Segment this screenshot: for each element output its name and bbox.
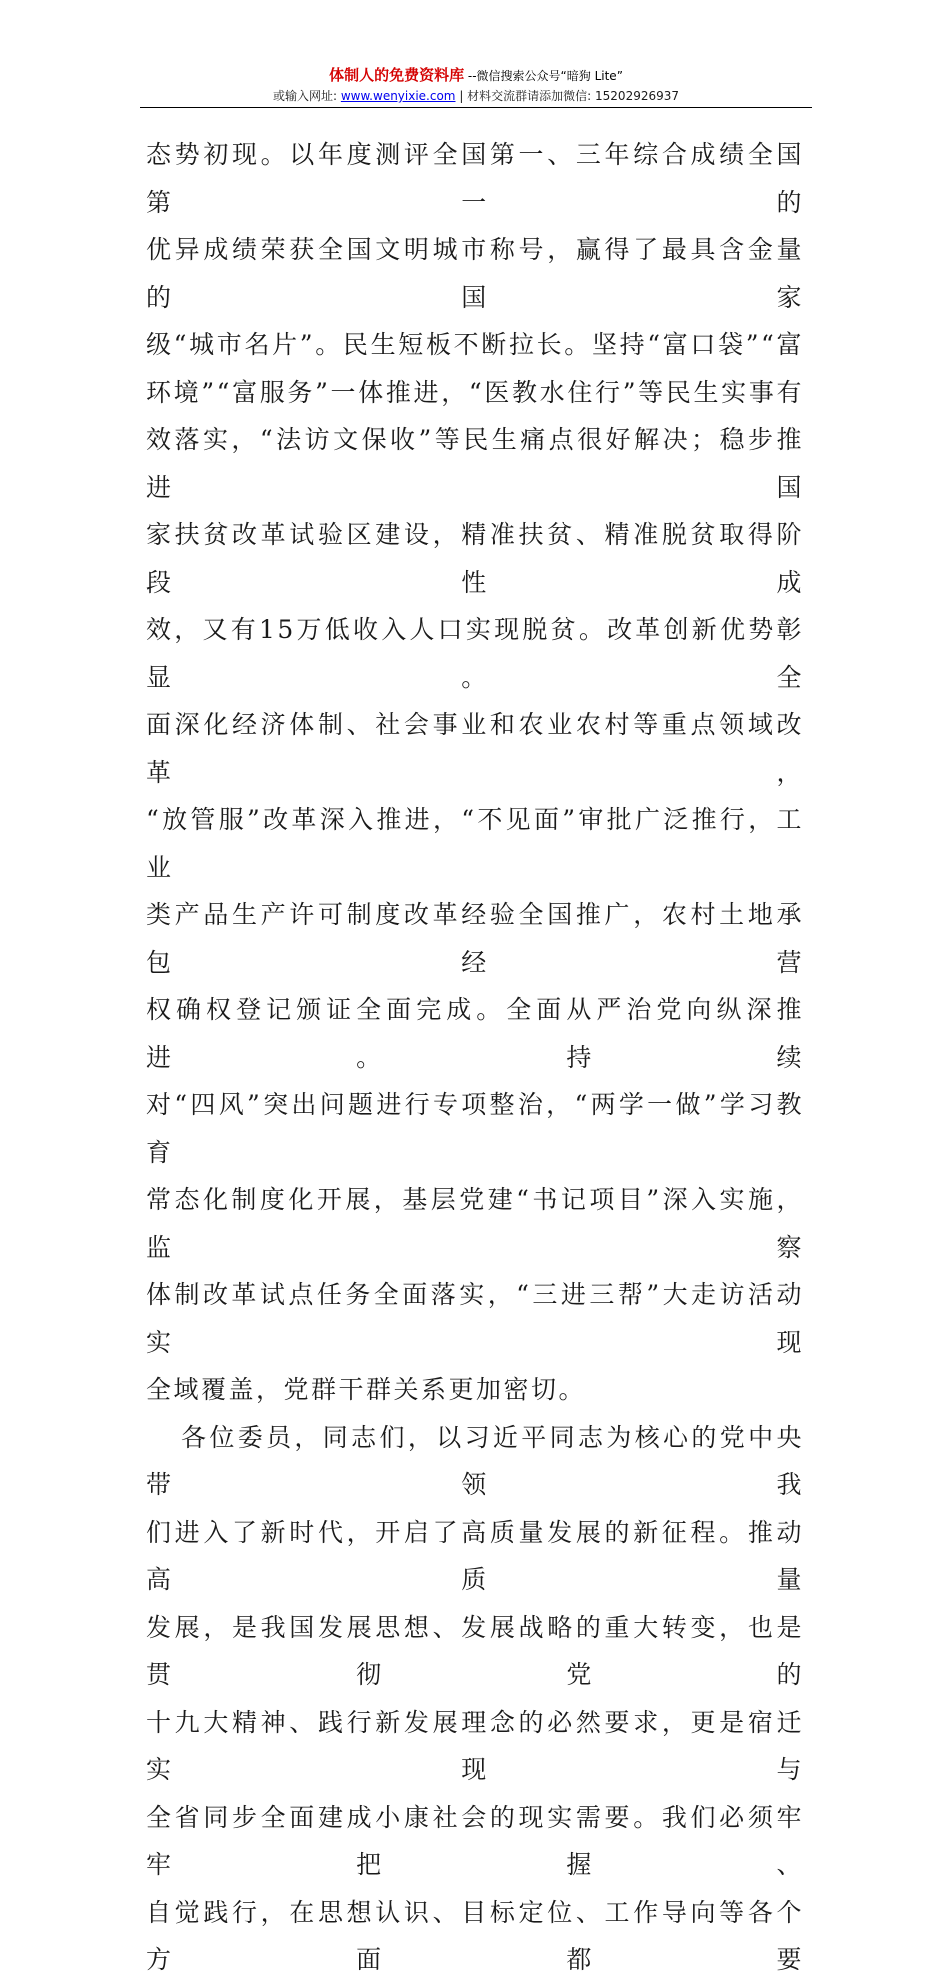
text-line: 对“四风”突出问题进行专项整治，“两学一做”学习教育 xyxy=(146,1090,804,1167)
text-line: 家扶贫改革试验区建设，精准扶贫、精准脱贫取得阶段性成 xyxy=(146,520,804,597)
text-line: 类产品生产许可制度改革经验全国推广，农村土地承包经营 xyxy=(146,900,804,977)
text-line: 十九大精神、践行新发展理念的必然要求，更是宿迁实现与 xyxy=(146,1707,804,1784)
header-brand: 体制人的免费资料库 xyxy=(329,66,465,84)
text-line: “放管服”改革深入推进，“不见面”审批广泛推行，工业 xyxy=(146,805,804,882)
text-line: 优异成绩荣获全国文明城市称号，赢得了最具含金量的国家 xyxy=(146,235,804,312)
text-line: 常态化制度化开展，基层党建“书记项目”深入实施，监察 xyxy=(146,1185,804,1262)
text-line: 效，又有15万低收入人口实现脱贫。改革创新优势彰显。全 xyxy=(146,615,804,692)
page-header xyxy=(140,64,812,104)
text-line: 环境”“富服务”一体推进，“医教水住行”等民生实事有 xyxy=(146,377,804,407)
text-line: 态势初现。以年度测评全国第一、三年综合成绩全国第一的 xyxy=(146,140,804,217)
text-line: 效落实，“法访文保收”等民生痛点很好解决；稳步推进国 xyxy=(146,425,804,502)
text-line: 全域覆盖，党群干群关系更加密切。 xyxy=(146,1375,587,1404)
header-divider xyxy=(140,107,812,108)
text-line: 们进入了新时代，开启了高质量发展的新征程。推动高质量 xyxy=(146,1517,804,1594)
text-line: 发展，是我国发展思想、发展战略的重大转变，也是贯彻党的 xyxy=(146,1612,804,1689)
text-line: 自觉践行，在思想认识、目标定位、工作导向等各个方面都要 xyxy=(146,1897,804,1974)
website-link[interactable]: www.wenyixie.com xyxy=(340,89,456,103)
header-title-line xyxy=(140,64,812,87)
header-subtitle: --微信搜索公众号“暗狗 Lite” xyxy=(464,69,623,83)
document-body xyxy=(146,131,804,1984)
paragraph-1 xyxy=(146,131,804,1414)
header-info-line xyxy=(140,88,812,104)
text-line: 面深化经济体制、社会事业和农业农村等重点领域改革， xyxy=(146,710,804,787)
text-line: 级“城市名片”。民生短板不断拉长。坚持“富口袋”“富 xyxy=(146,330,804,359)
text-line: 各位委员，同志们，以习近平同志为核心的党中央带领我 xyxy=(146,1422,804,1499)
paragraph-2 xyxy=(146,1414,804,1984)
text-line: 体制改革试点任务全面落实，“三进三帮”大走访活动实现 xyxy=(146,1280,804,1357)
text-line: 全省同步全面建成小康社会的现实需要。我们必须牢牢把握、 xyxy=(146,1802,804,1879)
url-prefix: 或输入网址: xyxy=(272,89,341,103)
contact-info: | 材料交流群请添加微信: 15202926937 xyxy=(455,89,680,103)
text-line: 权确权登记颁证全面完成。全面从严治党向纵深推进。持续 xyxy=(146,995,804,1072)
